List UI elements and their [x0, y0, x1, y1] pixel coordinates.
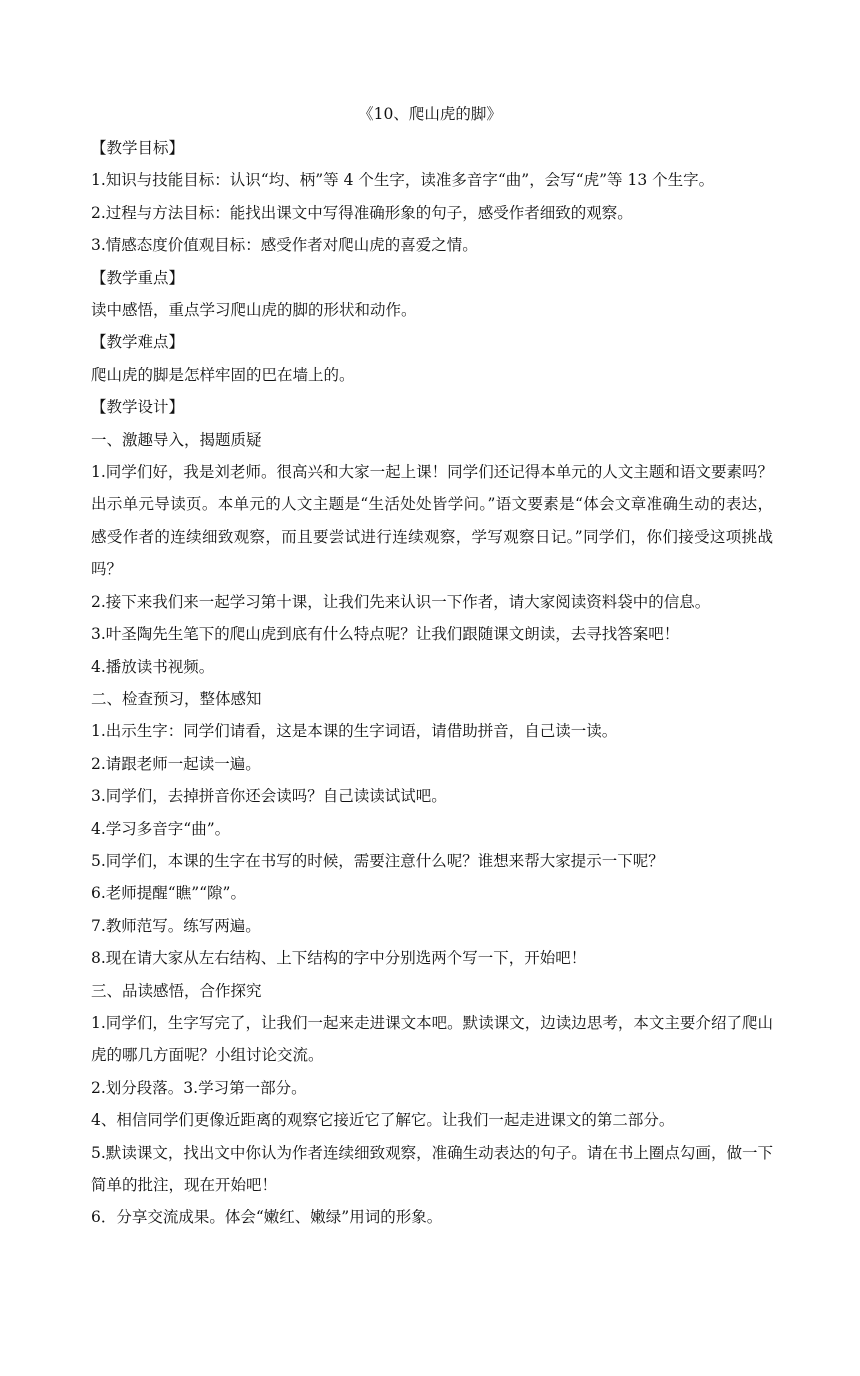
paragraph: 1.出示生字：同学们请看，这是本课的生字词语，请借助拼音，自己读一读。 — [91, 722, 618, 741]
section-heading-key-points: 【教学重点】 — [91, 268, 185, 287]
paragraph: 2.划分段落。3.学习第一部分。 — [91, 1078, 307, 1097]
paragraph: 2.接下来我们来一起学习第十课，让我们先来认识一下作者，请大家阅读资料袋中的信息。 — [91, 592, 711, 611]
subsection-heading: 二、检查预习，整体感知 — [91, 689, 262, 708]
subsection-heading: 一、激趣导入，揭题质疑 — [91, 430, 262, 449]
paragraph: 3.叶圣陶先生笔下的爬山虎到底有什么特点呢？让我们跟随课文朗读，去寻找答案吧！ — [91, 625, 680, 644]
paragraph: 2.请跟老师一起读一遍。 — [91, 754, 261, 773]
document-body — [91, 132, 773, 1234]
paragraph: 7.教师范写。练写两遍。 — [91, 916, 261, 935]
section-heading-design: 【教学设计】 — [91, 398, 185, 417]
paragraph: 4、相信同学们更像近距离的观察它接近它了解它。让我们一起走进课文的第二部分。 — [91, 1111, 675, 1130]
paragraph: 5.同学们，本课的生字在书写的时候，需要注意什么呢？谁想来帮大家提示一下呢？ — [91, 851, 664, 870]
paragraph: 3.情感态度价值观目标：感受作者对爬山虎的喜爱之情。 — [91, 236, 478, 255]
paragraph: 1.同学们，生字写完了，让我们一起来走进课文本吧。默读课文，边读边思考，本文主要介绍了爬山虎的哪几方面呢？小组讨论交流。 — [91, 1013, 773, 1065]
paragraph: 5.默读课文，找出文中你认为作者连续细致观察，准确生动表达的句子。请在书上圈点勾画，做一下简单的批注，现在开始吧！ — [91, 1143, 773, 1194]
subsection-heading: 三、品读感悟，合作探究 — [91, 981, 262, 1000]
paragraph: 6.老师提醒“瞧”“隙”。 — [91, 884, 246, 903]
paragraph: 1.知识与技能目标：认识“均、柄”等 4 个生字，读准多音字“曲”，会写“虎”等 13 个生字。 — [91, 171, 715, 190]
paragraph: 爬山虎的脚是怎样牢固的巴在墙上的。 — [91, 365, 355, 384]
paragraph: 4.播放读书视频。 — [91, 657, 215, 676]
document-title: 《10、爬山虎的脚》 — [358, 105, 502, 123]
paragraph: 1.同学们好，我是刘老师。很高兴和大家一起上课！同学们还记得本单元的人文主题和语文要素吗？出示单元导读页。本单元的人文主题是“生活处处皆学问。”语文要素是“体会文章准确生动的表达，感受作者的连续细致观察，而且要尝试进行连续观察，学写观察日记。”同学们，你们接受这项挑战吗？ — [91, 463, 773, 579]
paragraph: 2.过程与方法目标：能找出课文中写得准确形象的句子，感受作者细致的观察。 — [91, 203, 633, 222]
paragraph: 3.同学们，去掉拼音你还会读吗？自己读读试试吧。 — [91, 787, 447, 806]
section-heading-difficulties: 【教学难点】 — [91, 333, 185, 352]
section-heading-objectives: 【教学目标】 — [91, 139, 185, 157]
paragraph: 6．分享交流成果。体会“嫩红、嫩绿”用词的形象。 — [91, 1208, 443, 1227]
paragraph: 4.学习多音字“曲”。 — [91, 819, 231, 838]
paragraph: 读中感悟，重点学习爬山虎的脚的形状和动作。 — [91, 301, 417, 320]
paragraph: 8.现在请大家从左右结构、上下结构的字中分别选两个写一下，开始吧！ — [91, 949, 587, 968]
